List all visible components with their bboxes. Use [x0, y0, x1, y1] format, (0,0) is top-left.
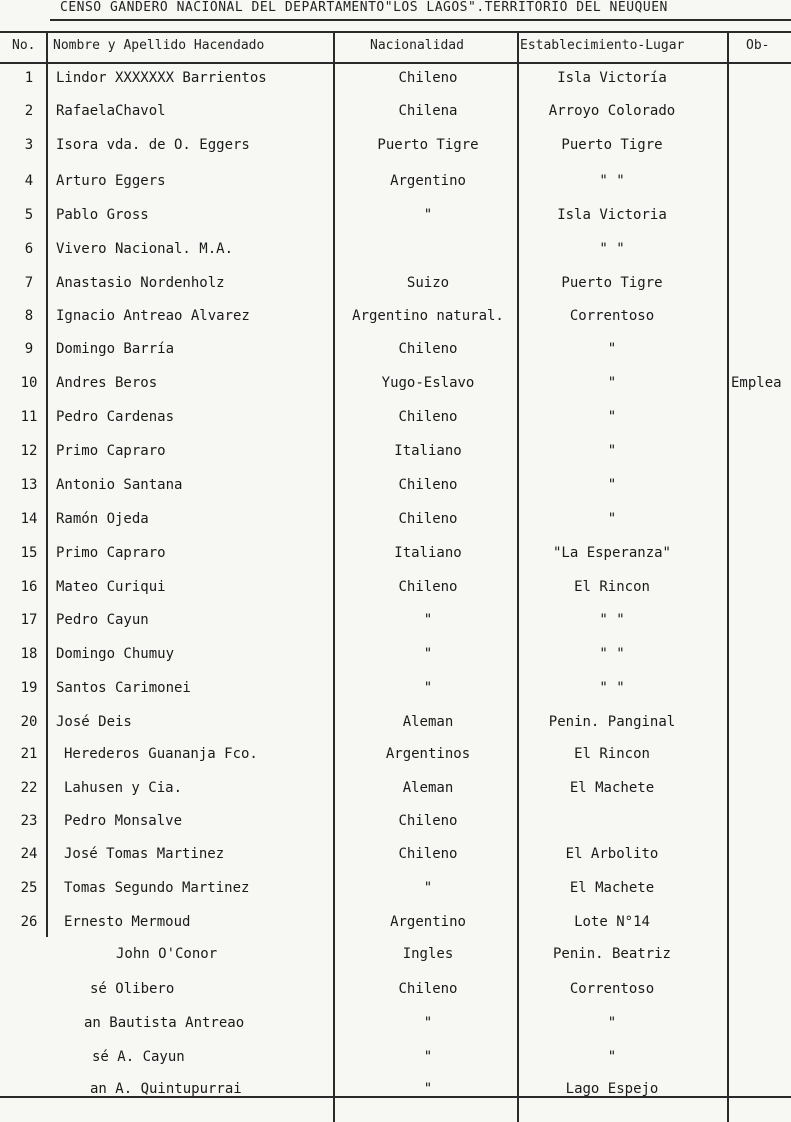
table-row [0, 137, 791, 171]
row-establishment: Lote N°14 [574, 914, 650, 930]
document-title: CENSO GANDERO NACIONAL DEL DEPARTAMENTO"LOS LAGOS".TERRITORIO DEL NEUQUEN [60, 0, 668, 15]
row-establishment: El Arbolito [565, 846, 659, 862]
row-nationality: Chileno [398, 70, 458, 86]
table-row [0, 409, 791, 443]
row-number: 14 [20, 511, 38, 527]
header-observations: Ob- [746, 38, 770, 53]
row-establishment: Puerto Tigre [561, 275, 663, 291]
table-row [0, 813, 791, 847]
row-number: 19 [20, 680, 38, 696]
row-hacendado-name: Anastasio Nordenholz [56, 275, 225, 291]
table-row [0, 1015, 791, 1049]
table-row [0, 680, 791, 714]
row-establishment: " " [599, 241, 625, 257]
row-establishment: Isla Victoria [557, 207, 667, 223]
row-hacendado-name: an Bautista Antreao [84, 1015, 245, 1031]
row-nationality: Argentino [390, 173, 466, 189]
row-number: 12 [20, 443, 38, 459]
row-nationality: " [423, 880, 433, 896]
row-establishment: Lago Espejo [565, 1081, 659, 1097]
table-row [0, 846, 791, 880]
row-number: 21 [20, 746, 38, 762]
table-row [0, 714, 791, 748]
row-number: 10 [20, 375, 38, 391]
row-number: 17 [20, 612, 38, 628]
row-nationality: Chileno [398, 341, 458, 357]
row-hacendado-name: Antonio Santana [56, 477, 183, 493]
row-nationality: Chileno [398, 813, 458, 829]
row-nationality: Aleman [402, 780, 454, 796]
row-establishment: El Rincon [574, 746, 650, 762]
table-row [0, 477, 791, 511]
table-row [0, 511, 791, 545]
row-number: 15 [20, 545, 38, 561]
table-row [0, 1049, 791, 1083]
row-number: 26 [20, 914, 38, 930]
row-establishment: " [607, 1015, 617, 1031]
row-hacendado-name: Tomas Segundo Martinez [64, 880, 250, 896]
table-row [0, 780, 791, 814]
row-establishment: Penin. Panginal [548, 714, 676, 730]
row-nationality: " [423, 646, 433, 662]
table-row [0, 341, 791, 375]
row-nationality: Chileno [398, 579, 458, 595]
row-hacendado-name: Pablo Gross [56, 207, 149, 223]
row-establishment: Penin. Beatriz [552, 946, 671, 962]
table-row [0, 375, 791, 409]
table-row [0, 173, 791, 207]
row-establishment: " " [599, 173, 625, 189]
row-hacendado-name: Santos Carimonei [56, 680, 191, 696]
table-row [0, 646, 791, 680]
table-row [0, 1081, 791, 1115]
table-row [0, 103, 791, 137]
row-hacendado-name: Arturo Eggers [56, 173, 166, 189]
row-hacendado-name: Lahusen y Cia. [64, 780, 183, 796]
row-hacendado-name: sé A. Cayun [92, 1049, 185, 1065]
row-nationality: " [423, 1049, 433, 1065]
row-hacendado-name: Ernesto Mermoud [64, 914, 191, 930]
row-number: 23 [20, 813, 38, 829]
row-hacendado-name: Pedro Cardenas [56, 409, 175, 425]
row-number: 6 [24, 241, 34, 257]
table-row [0, 308, 791, 342]
row-observations: Emplea [731, 375, 782, 391]
row-number: 16 [20, 579, 38, 595]
row-establishment: " [607, 409, 617, 425]
row-establishment: " [607, 341, 617, 357]
table-row [0, 914, 791, 948]
header-rule-top [0, 31, 791, 33]
header-establishment: Establecimiento-Lugar [520, 38, 685, 53]
row-number: 7 [24, 275, 34, 291]
table-row [0, 746, 791, 780]
row-nationality: Chileno [398, 477, 458, 493]
table-row [0, 241, 791, 275]
row-hacendado-name: Pedro Cayun [56, 612, 149, 628]
row-number: 9 [24, 341, 34, 357]
row-establishment: Correntoso [569, 308, 655, 324]
row-nationality: Chileno [398, 409, 458, 425]
table-row [0, 579, 791, 613]
row-establishment: Arroyo Colorado [548, 103, 676, 119]
row-nationality: Chileno [398, 511, 458, 527]
row-hacendado-name: Domingo Barría [56, 341, 175, 357]
row-establishment: " " [599, 680, 625, 696]
row-hacendado-name: Isora vda. de O. Eggers [56, 137, 250, 153]
header-nationality: Nacionalidad [370, 38, 464, 53]
row-establishment: " [607, 477, 617, 493]
row-nationality: " [423, 612, 433, 628]
row-hacendado-name: Domingo Chumuy [56, 646, 175, 662]
row-nationality: Italiano [394, 443, 462, 459]
row-hacendado-name: Herederos Guananja Fco. [64, 746, 258, 762]
table-row [0, 612, 791, 646]
header-name: Nombre y Apellido Hacendado [53, 38, 265, 53]
row-hacendado-name: Mateo Curiqui [56, 579, 166, 595]
row-number: 20 [20, 714, 38, 730]
row-establishment: " " [599, 646, 625, 662]
row-number: 4 [24, 173, 34, 189]
header-number: No. [12, 38, 36, 53]
row-number: 24 [20, 846, 38, 862]
table-row [0, 70, 791, 104]
row-establishment: El Rincon [574, 579, 650, 595]
row-hacendado-name: Vivero Nacional. M.A. [56, 241, 234, 257]
row-establishment: Puerto Tigre [561, 137, 663, 153]
row-nationality: Argentino natural. [352, 308, 504, 324]
row-nationality: Ingles [402, 946, 454, 962]
row-hacendado-name: sé Olibero [90, 981, 175, 997]
row-hacendado-name: Lindor XXXXXXX Barrientos [56, 70, 267, 86]
row-hacendado-name: José Tomas Martinez [64, 846, 225, 862]
row-nationality: Yugo-Eslavo [381, 375, 475, 391]
row-establishment: El Machete [569, 780, 655, 796]
row-number: 11 [20, 409, 38, 425]
row-number: 25 [20, 880, 38, 896]
table-row [0, 443, 791, 477]
row-number: 5 [24, 207, 34, 223]
row-nationality: Italiano [394, 545, 462, 561]
row-establishment: " " [599, 612, 625, 628]
row-number: 13 [20, 477, 38, 493]
row-nationality: Aleman [402, 714, 454, 730]
row-hacendado-name: Primo Capraro [56, 443, 166, 459]
row-hacendado-name: José Deis [56, 714, 132, 730]
row-number: 2 [24, 103, 34, 119]
row-nationality: " [423, 1081, 433, 1097]
row-hacendado-name: Ramón Ojeda [56, 511, 149, 527]
row-nationality: Chileno [398, 981, 458, 997]
row-hacendado-name: Ignacio Antreao Alvarez [56, 308, 250, 324]
row-nationality: Chilena [398, 103, 458, 119]
row-nationality: " [423, 680, 433, 696]
row-hacendado-name: Primo Capraro [56, 545, 166, 561]
row-hacendado-name: an A. Quintupurrai [90, 1081, 242, 1097]
table-row [0, 207, 791, 241]
table-row [0, 880, 791, 914]
table-row [0, 946, 791, 980]
title-rule [50, 19, 791, 21]
row-establishment: " [607, 443, 617, 459]
row-hacendado-name: John O'Conor [116, 946, 218, 962]
row-nationality: " [423, 207, 433, 223]
row-nationality: " [423, 1015, 433, 1031]
table-row [0, 545, 791, 579]
row-nationality: Argentinos [385, 746, 471, 762]
row-nationality: Chileno [398, 846, 458, 862]
row-hacendado-name: Andres Beros [56, 375, 158, 391]
row-establishment: " [607, 511, 617, 527]
row-number: 3 [24, 137, 34, 153]
row-establishment: Isla Victoría [557, 70, 667, 86]
table-row [0, 981, 791, 1015]
row-establishment: "La Esperanza" [552, 545, 671, 561]
row-number: 8 [24, 308, 34, 324]
row-number: 22 [20, 780, 38, 796]
row-number: 1 [24, 70, 34, 86]
row-establishment: " [607, 375, 617, 391]
row-hacendado-name: Pedro Monsalve [64, 813, 183, 829]
row-nationality: Suizo [406, 275, 450, 291]
row-nationality: Argentino [390, 914, 466, 930]
header-rule-bottom [0, 62, 791, 64]
row-number: 18 [20, 646, 38, 662]
row-hacendado-name: RafaelaChavol [56, 103, 166, 119]
row-establishment: Correntoso [569, 981, 655, 997]
row-establishment: " [607, 1049, 617, 1065]
row-establishment: El Machete [569, 880, 655, 896]
table-row [0, 275, 791, 309]
row-nationality: Puerto Tigre [377, 137, 479, 153]
